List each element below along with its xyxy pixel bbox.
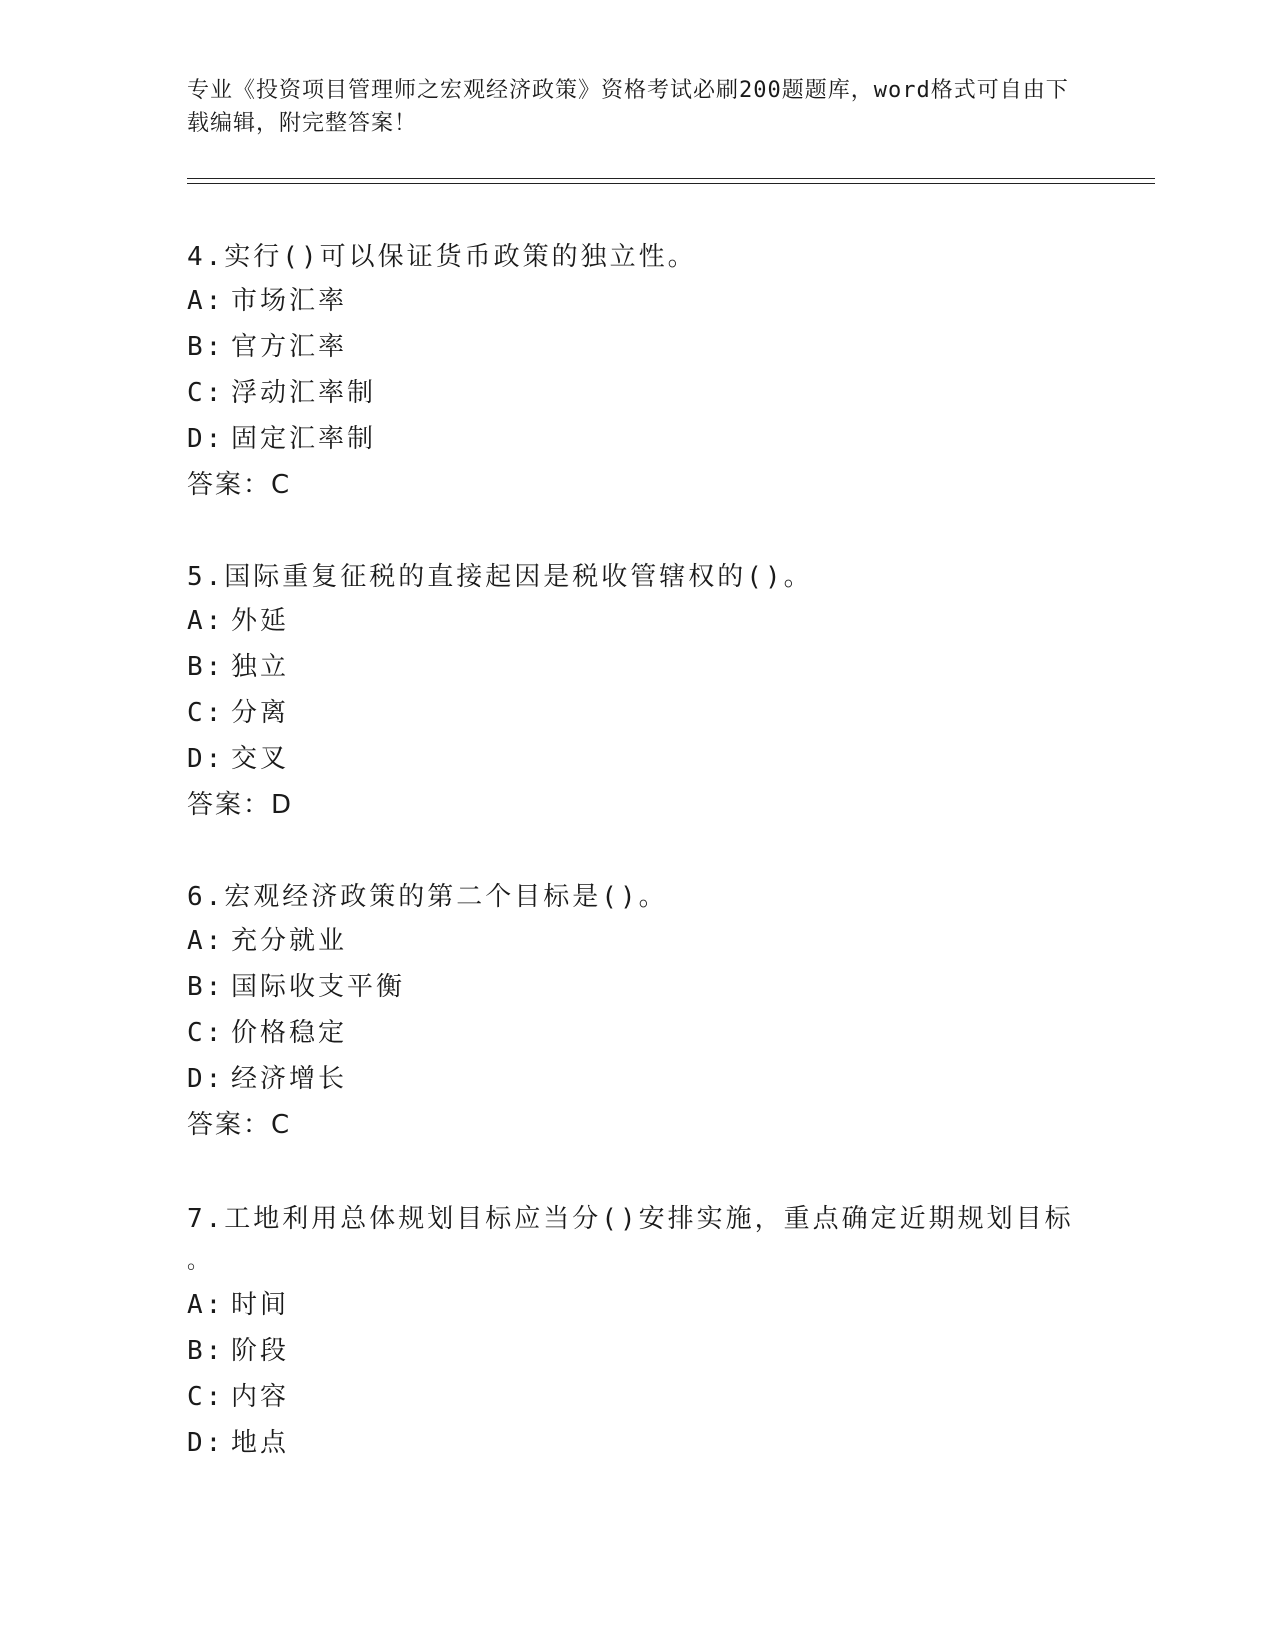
question-title: 7.工地利用总体规划目标应当分()安排实施，重点确定近期规划目标 (187, 1204, 1074, 1234)
option-letter: C: (187, 1382, 225, 1412)
option-text: 浮动汇率制 (231, 378, 377, 408)
option-letter: B: (187, 972, 225, 1002)
option-text: 时间 (231, 1290, 290, 1320)
option-letter: D: (187, 744, 225, 774)
header-title: 专业《投资项目管理师之宏观经济政策》资格考试必刷200题题库，word格式可自由下载编辑，附完整答案！ (187, 78, 1069, 136)
option-text: 国际收支平衡 (231, 972, 406, 1002)
question-7 (187, 1196, 1087, 1466)
option-text: 外延 (231, 606, 290, 636)
option-letter: A: (187, 286, 225, 316)
answer-label: 答案：C (187, 1110, 292, 1140)
option-letter: A: (187, 606, 225, 636)
option-text: 价格稳定 (231, 1018, 348, 1048)
option-letter: D: (187, 424, 225, 454)
option-letter: C: (187, 1018, 225, 1048)
option-letter: B: (187, 332, 225, 362)
document-header (187, 74, 1077, 140)
option-b (187, 644, 1087, 690)
option-text: 官方汇率 (231, 332, 348, 362)
option-letter: D: (187, 1428, 225, 1458)
option-letter: A: (187, 1290, 225, 1320)
option-b (187, 1328, 1087, 1374)
option-text: 独立 (231, 652, 290, 682)
option-letter: C: (187, 698, 225, 728)
option-d (187, 1420, 1087, 1466)
option-a (187, 278, 1087, 324)
header-divider-top (187, 178, 1155, 179)
question-title-wrap: 。 (187, 1249, 213, 1274)
option-c (187, 370, 1087, 416)
question-5 (187, 556, 1087, 828)
option-b (187, 964, 1087, 1010)
option-letter: B: (187, 1336, 225, 1366)
option-text: 分离 (231, 698, 290, 728)
option-c (187, 1374, 1087, 1420)
option-b (187, 324, 1087, 370)
option-text: 内容 (231, 1382, 290, 1412)
option-text: 市场汇率 (231, 286, 348, 316)
option-d (187, 416, 1087, 462)
option-text: 固定汇率制 (231, 424, 377, 454)
option-a (187, 918, 1087, 964)
question-4 (187, 236, 1087, 508)
option-a (187, 1282, 1087, 1328)
option-a (187, 598, 1087, 644)
option-d (187, 736, 1087, 782)
option-letter: C: (187, 378, 225, 408)
option-letter: D: (187, 1064, 225, 1094)
question-title: 6.宏观经济政策的第二个目标是()。 (187, 882, 668, 912)
answer-label: 答案：D (187, 790, 294, 820)
option-c (187, 1010, 1087, 1056)
option-text: 经济增长 (231, 1064, 348, 1094)
option-text: 阶段 (231, 1336, 290, 1366)
option-letter: A: (187, 926, 225, 956)
question-6 (187, 876, 1087, 1148)
option-c (187, 690, 1087, 736)
option-text: 地点 (231, 1428, 290, 1458)
option-d (187, 1056, 1087, 1102)
option-text: 交叉 (231, 744, 290, 774)
option-letter: B: (187, 652, 225, 682)
question-title: 5.国际重复征税的直接起因是税收管辖权的()。 (187, 562, 813, 592)
question-title: 4.实行()可以保证货币政策的独立性。 (187, 242, 697, 272)
answer-label: 答案：C (187, 470, 292, 500)
header-divider-bottom (187, 183, 1155, 184)
option-text: 充分就业 (231, 926, 348, 956)
